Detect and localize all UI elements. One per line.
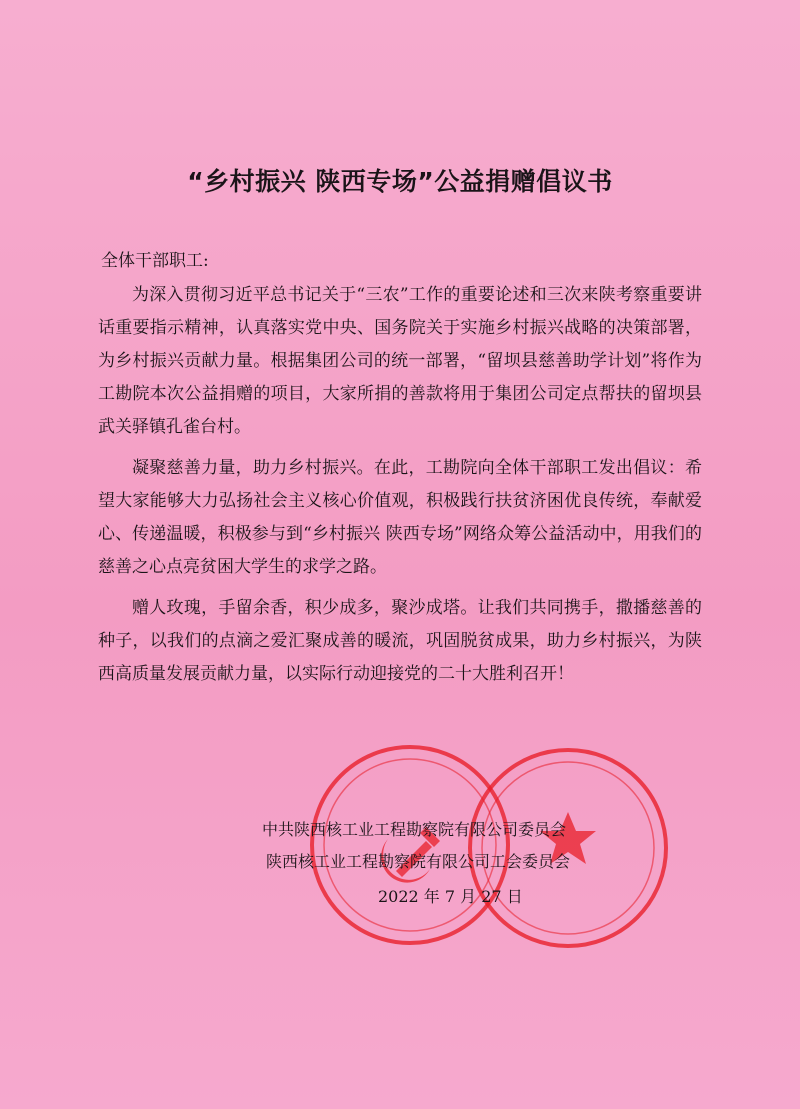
paragraph-1: 为深入贯彻习近平总书记关于“三农”工作的重要论述和三次来陕考察重要讲话重要指示精神，认真落实党中央、国务院关于实施乡村振兴战略的决策部署，为乡村振兴贡献力量。根据集团公司的统一部署，“留坝县慈善助学计划”将作为工勘院本次公益捐赠的项目，大家所捐的善款将用于集团公司定点帮扶的留坝县武关驿镇孔雀台村。 — [98, 285, 702, 437]
salutation: 全体干部职工: — [101, 251, 209, 271]
signature-union-committee: 陕西核工业工程勘察院有限公司工会委员会 — [266, 852, 571, 871]
paragraph-3: 赠人玫瑰，手留余香，积少成多，聚沙成塔。让我们共同携手，撒播慈善的种子，以我们的点滴之爱汇聚成善的暖流，巩固脱贫成果，助力乡村振兴，为陕西高质量发展贡献力量，以实际行动迎接党的二十大胜利召开！ — [98, 598, 702, 684]
union-committee-seal — [468, 748, 668, 948]
signature-date: 2022 年 7 月 27 日 — [378, 887, 523, 906]
union-seal-graphic — [468, 748, 668, 948]
signature-party-committee: 中共陕西核工业工程勘察院有限公司委员会 — [262, 820, 567, 839]
document-title: “乡村振兴 陕西专场”公益捐赠倡议书 — [187, 167, 613, 196]
body-text — [98, 279, 702, 699]
paragraph-2: 凝聚慈善力量，助力乡村振兴。在此，工勘院向全体干部职工发出倡议：希望大家能够大力弘扬社会主义核心价值观，积极践行扶贫济困优良传统，奉献爱心、传递温暖，积极参与到“乡村振兴 陕西专场”网络众筹公益活动中，用我们的慈善之心点亮贫困大学生的求学之路。 — [98, 458, 702, 577]
